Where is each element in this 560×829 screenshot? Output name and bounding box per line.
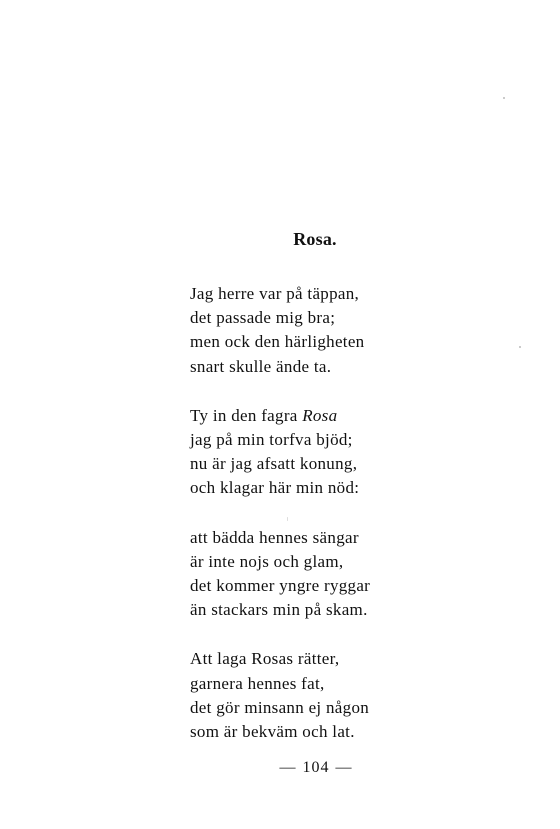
poem-line: Jag herre var på täppan, <box>190 284 360 303</box>
poem-body <box>190 282 470 769</box>
poem-line: snart skulle ände ta. <box>190 356 332 376</box>
poem-line: det passade mig bra; <box>190 308 336 328</box>
poem-line: det kommer yngre ryggar <box>190 576 371 596</box>
paper-speck <box>519 346 521 348</box>
paper-speck <box>287 517 288 521</box>
poem-line: jag på min torfva bjöd; <box>190 430 353 450</box>
poem-title: Rosa. <box>293 229 337 249</box>
stanza-2 <box>190 404 470 501</box>
paper-speck <box>503 97 505 99</box>
poem-line: och klagar här min nöd: <box>190 478 360 498</box>
stanza-4 <box>190 647 470 744</box>
page-number-dash-left: — <box>279 759 297 776</box>
poem-line: är inte nojs och glam, <box>190 551 344 571</box>
stanza-1 <box>190 282 470 379</box>
poem-line: garnera hennes fat, <box>190 673 325 693</box>
stanza-3 <box>190 526 470 623</box>
poem-line <box>190 404 470 428</box>
poem-line: det gör minsann ej någon <box>190 697 370 717</box>
page-number-dash-right: — <box>335 759 353 776</box>
poem-line: som är bekväm och lat. <box>190 722 355 742</box>
page-number-value: 104 <box>302 759 330 776</box>
italic-name-rosa: Rosa <box>302 405 338 425</box>
poem-line-text: Ty in den fagra <box>190 405 303 425</box>
poem-line: Att laga Rosas rätter, <box>190 649 340 669</box>
poem-line: att bädda hennes sängar <box>190 527 359 547</box>
poem-line: men ock den härligheten <box>190 332 365 352</box>
page-number <box>0 759 560 777</box>
poem-line: än stackars min på skam. <box>190 600 368 620</box>
poem-line: nu är jag afsatt konung, <box>190 454 358 474</box>
